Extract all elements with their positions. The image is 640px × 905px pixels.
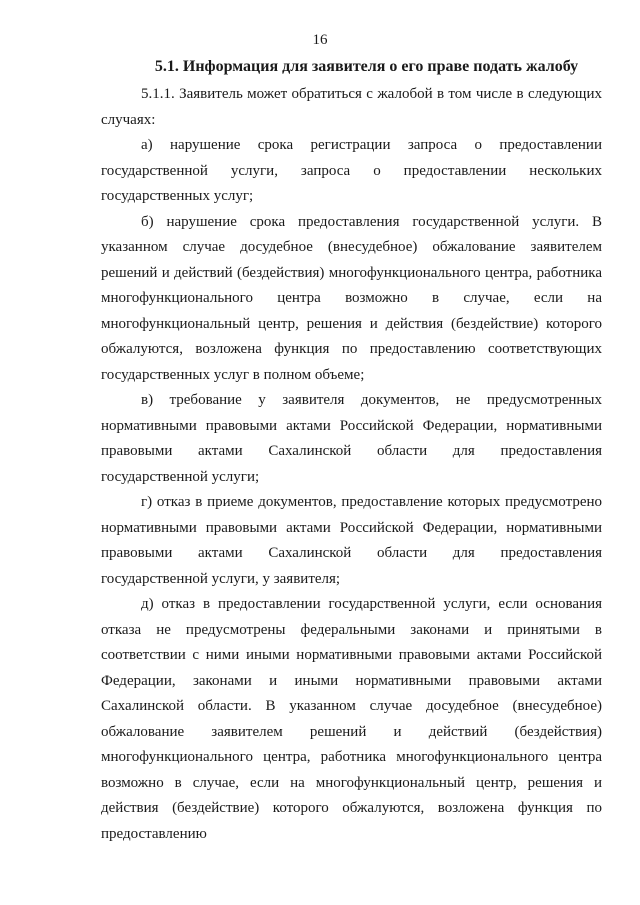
paragraph-intro: 5.1.1. Заявитель может обратиться с жалобой в том числе в следующих случаях: [101,86,602,128]
page-number: 16 [312,32,328,48]
paragraph-item-d: д) отказ в предоставлении государственной услуги, если основания отказа не предусмотрены федеральными законами и принятыми в соответствии с ними иными нормативными правовыми актами Российской Федерации, законами и иными нормативными правовыми актами Сахалинской области. В указанном случае досудебное (внесудебное) обжалование заявителем решений и действий (бездействия) многофункционального центра, работника многофункционального центра возможно в случае, если на многофункциональный центр, решения и действия (бездействие) которого обжалуются, возложена функция по предоставлению [101,596,602,842]
paragraph-item-g: г) отказ в приеме документов, предоставление которых предусмотрено нормативными правовыми актами Российской Федерации, нормативными правовыми актами Сахалинской области для предоставления государственной услуги, у заявителя; [101,494,602,587]
section-heading: 5.1. Информация для заявителя о его праве подать жалобу [154,58,579,75]
paragraph-item-v: в) требование у заявителя документов, не предусмотренных нормативными правовыми актами Российской Федерации, нормативными правовыми актами Сахалинской области для предоставления государственной услуги; [101,392,602,485]
document-body [101,55,602,847]
paragraph-item-b: б) нарушение срока предоставления государственной услуги. В указанном случае досудебное (внесудебное) обжалование заявителем решений и действий (бездействия) многофункционального центра, работника многофункционального центра возможно в случае, если на многофункциональный центр, решения и действия (бездействие) которого обжалуются, возложена функция по предоставлению соответствующих государственных услуг в полном объеме; [101,213,602,383]
paragraph-item-a: а) нарушение срока регистрации запроса о предоставлении государственной услуги, запроса о предоставлении нескольких государственных услуг; [101,137,602,204]
